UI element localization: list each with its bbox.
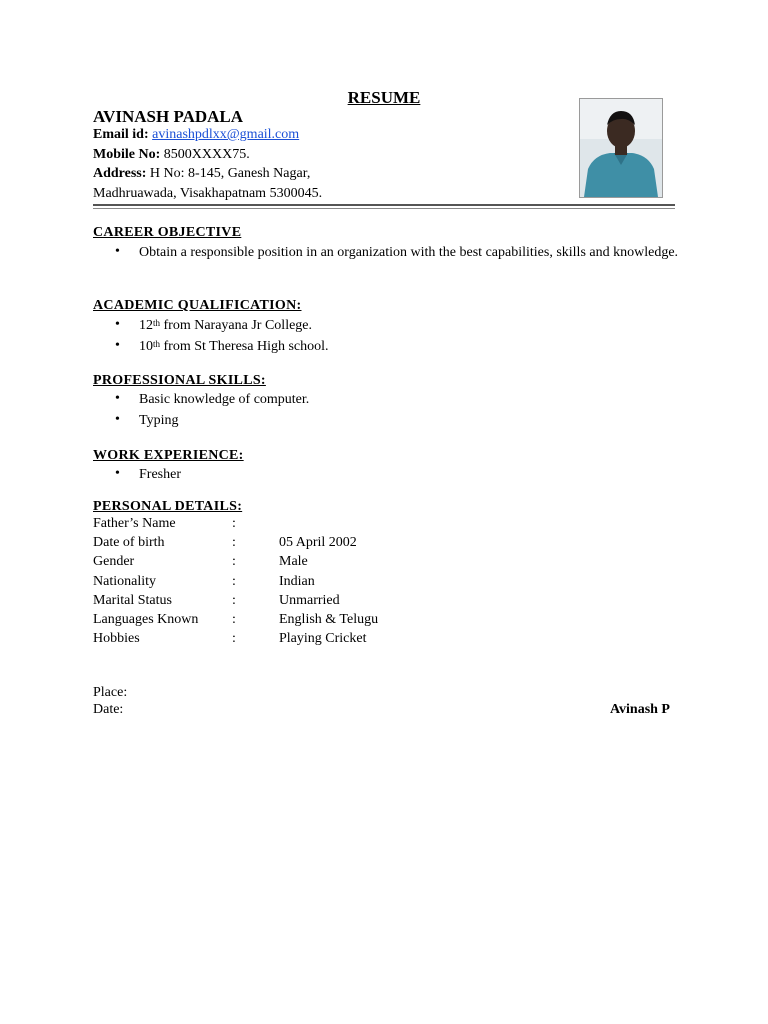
experience-item: Fresher (139, 467, 181, 482)
career-objective-heading: CAREER OBJECTIVE (93, 225, 242, 240)
skills-heading: PROFESSIONAL SKILLS: (93, 373, 266, 388)
email-line (93, 127, 299, 143)
person-photo-icon (580, 99, 662, 197)
personal-value: Unmarried (279, 593, 340, 608)
personal-value: Playing Cricket (279, 631, 367, 646)
personal-colon: : (232, 535, 236, 550)
personal-value: English & Telugu (279, 612, 379, 627)
experience-heading: WORK EXPERIENCE: (93, 448, 244, 463)
header-divider-thin (93, 208, 675, 209)
academic-item-10th (139, 337, 679, 356)
personal-label: Hobbies (93, 631, 140, 646)
personal-colon: : (232, 593, 236, 608)
career-objective-text: Obtain a responsible position in an organization with the best capabilities, skills and knowledge. (139, 245, 679, 260)
mobile-label: Mobile No: (93, 147, 161, 162)
bullet: • (115, 317, 120, 332)
academic-school: from St Theresa High school. (160, 339, 329, 354)
personal-colon: : (232, 612, 236, 627)
profile-photo (579, 98, 663, 198)
personal-value: Male (279, 554, 308, 569)
personal-colon: : (232, 554, 236, 569)
address-line (93, 166, 310, 182)
academic-item-12th (139, 316, 679, 335)
academic-grade: 10 (139, 339, 153, 354)
bullet: • (115, 244, 120, 259)
personal-label: Languages Known (93, 612, 199, 627)
academic-grade: 12 (139, 318, 153, 333)
mobile-value: 8500XXXX75. (163, 147, 250, 162)
ordinal-suffix: th (153, 318, 161, 328)
header-divider (93, 204, 675, 206)
bullet: • (115, 412, 120, 427)
email-link[interactable]: avinashpdlxx@gmail.com (152, 127, 300, 142)
personal-colon: : (232, 631, 236, 646)
bullet: • (115, 338, 120, 353)
address-line1: H No: 8-145, Ganesh Nagar, (149, 166, 311, 181)
personal-label: Father’s Name (93, 516, 176, 531)
personal-label: Nationality (93, 574, 156, 589)
candidate-name: AVINASH PADALA (93, 107, 244, 126)
skill-item: Basic knowledge of computer. (139, 392, 310, 407)
email-label: Email id: (93, 127, 149, 142)
bullet: • (115, 391, 120, 406)
academic-heading: ACADEMIC QUALIFICATION: (93, 298, 302, 313)
resume-title: RESUME (347, 88, 421, 107)
personal-heading: PERSONAL DETAILS: (93, 499, 243, 514)
personal-colon: : (232, 516, 236, 531)
address-line2: Madhruawada, Visakhapatnam 5300045. (93, 186, 323, 201)
skill-item: Typing (139, 413, 179, 428)
bullet: • (115, 466, 120, 481)
personal-colon: : (232, 574, 236, 589)
address-label: Address: (93, 166, 147, 181)
personal-label: Marital Status (93, 593, 172, 608)
ordinal-suffix: th (153, 339, 161, 349)
mobile-line (93, 147, 250, 163)
signature-name: Avinash P (609, 702, 670, 717)
academic-school: from Narayana Jr College. (160, 318, 313, 333)
personal-value: Indian (279, 574, 315, 589)
date-label: Date: (93, 702, 124, 717)
personal-value: 05 April 2002 (279, 535, 357, 550)
personal-label: Date of birth (93, 535, 165, 550)
personal-label: Gender (93, 554, 135, 569)
place-label: Place: (93, 685, 128, 700)
